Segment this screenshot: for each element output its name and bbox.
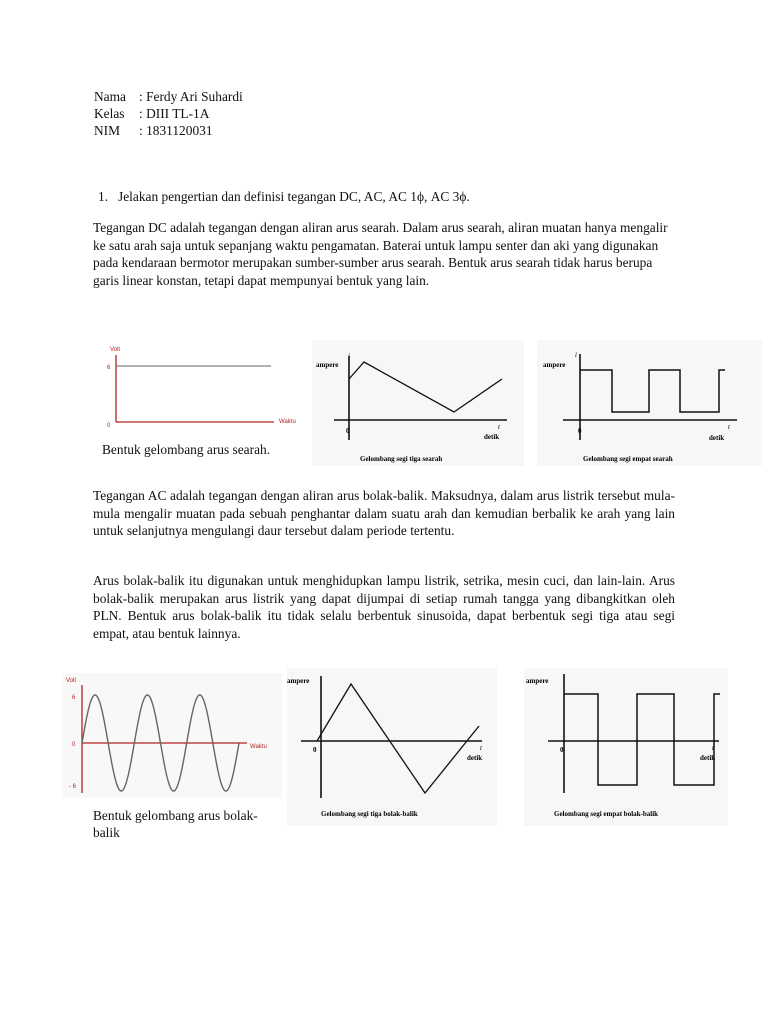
dc-const-x-label: Waktu [279,419,296,425]
header-value: : DIII TL-1A [139,106,210,121]
ac-sine-tick-bottom: - 6 [69,784,77,790]
paragraph-ac-1: Tegangan AC adalah tegangan dengan aliran arus bolak-balik. Maksudnya, dalam arus listrik tersebut mula-mula mengalir muatan pada sebuah penghantar dalam suatu arah dan kemudian berbalik ke arah yang lain untuk selanjutnya mengulangi daur tersebut dalam periode tertentu. [93,488,675,539]
dc-sq-i: i [575,351,577,359]
header-value: : 1831120031 [139,123,213,138]
ac-tri-x-label: detik [467,754,483,762]
ac-sq-x-label: detik [700,754,716,762]
ac-sq-t: t [712,744,714,752]
dc-sq-zero: 0 [578,427,582,435]
paragraph-dc: Tegangan DC adalah tegangan dengan aliran arus searah. Dalam arus searah, aliran muatan hanya mengalir ke satu arah saja untuk sepanjang waktu pengamatan. Baterai untuk lampu senter dan aki yang digunakan pada kendaraan bermotor merupakan sumber-sumber arus searah. Bentuk arus searah tidak harus berupa garis linear konstan, tetapi dapat mempunyai bentuk yang lain. [93,220,668,288]
header-label: NIM [94,123,121,138]
ac-tri-caption: Gelombang segi tiga bolak-balik [321,810,418,818]
ac-sq-y-label: ampere [526,677,549,685]
figure-dc-constant [96,340,306,432]
dc-sq-caption: Gelombang segi empat searah [583,455,673,463]
dc-tri-caption: Gelombang segi tiga searah [360,455,443,463]
paragraph-ac-2: Arus bolak-balik itu digunakan untuk menghidupkan lampu listrik, setrika, mesin cuci, dan lain-lain. Arus bolak-balik merupakan arus listrik yang dapat dijumpai di setiap rumah tangga yang dibangkitkan oleh PLN. Bentuk arus bolak-balik itu tidak selalu berbentuk sinusoida, dapat berbentuk segi tiga atau segi empat, atau bentuk lainnya. [93,573,675,641]
dc-tri-y-label: ampere [316,361,339,369]
ac-sq-zero: 0 [560,746,564,754]
figure-ac-square [524,668,728,826]
header-row-class [94,105,243,122]
ac-sine-tick-top: 6 [72,695,76,701]
ac-sine-y-label: Volt [66,678,77,684]
ac-tri-y-label: ampere [287,677,310,685]
dc-tri-x-label: detik [484,433,500,441]
ac-caption: Bentuk gelombang arus bolak-balik [93,808,258,840]
header-block [94,88,243,139]
dc-const-tick-top: 6 [107,365,111,371]
ac-tri-zero: 0 [313,746,317,754]
question-number: 1. [98,189,109,204]
figure-dc-triangle [312,340,524,466]
dc-sq-t: t [728,423,730,431]
header-value: : Ferdy Ari Suhardi [139,89,243,104]
header-label: Kelas [94,106,125,121]
dc-tri-zero: 0 [346,427,350,435]
dc-caption: Bentuk gelombang arus searah. [102,442,271,457]
question [98,188,470,205]
ac-sine-tick-zero: 0 [72,742,76,748]
figure-dc-square [537,340,762,466]
header-row-nim [94,122,243,139]
ac-sq-caption: Gelombang segi empat bolak-balik [554,810,659,818]
dc-const-y-label: Volt [110,347,121,353]
figure-ac-sine [62,673,282,798]
dc-const-tick-zero: 0 [107,423,111,429]
dc-tri-t: t [498,423,500,431]
dc-sq-y-label: ampere [543,361,566,369]
ac-tri-t: t [480,744,482,752]
header-row-name [94,88,243,105]
question-text: Jelakan pengertian dan definisi tegangan DC, AC, AC 1ϕ, AC 3ϕ. [118,189,470,204]
figure-ac-triangle [287,668,497,826]
dc-sq-x-label: detik [709,434,725,442]
ac-sine-x-label: Waktu [250,744,267,750]
header-label: Nama [94,89,126,104]
